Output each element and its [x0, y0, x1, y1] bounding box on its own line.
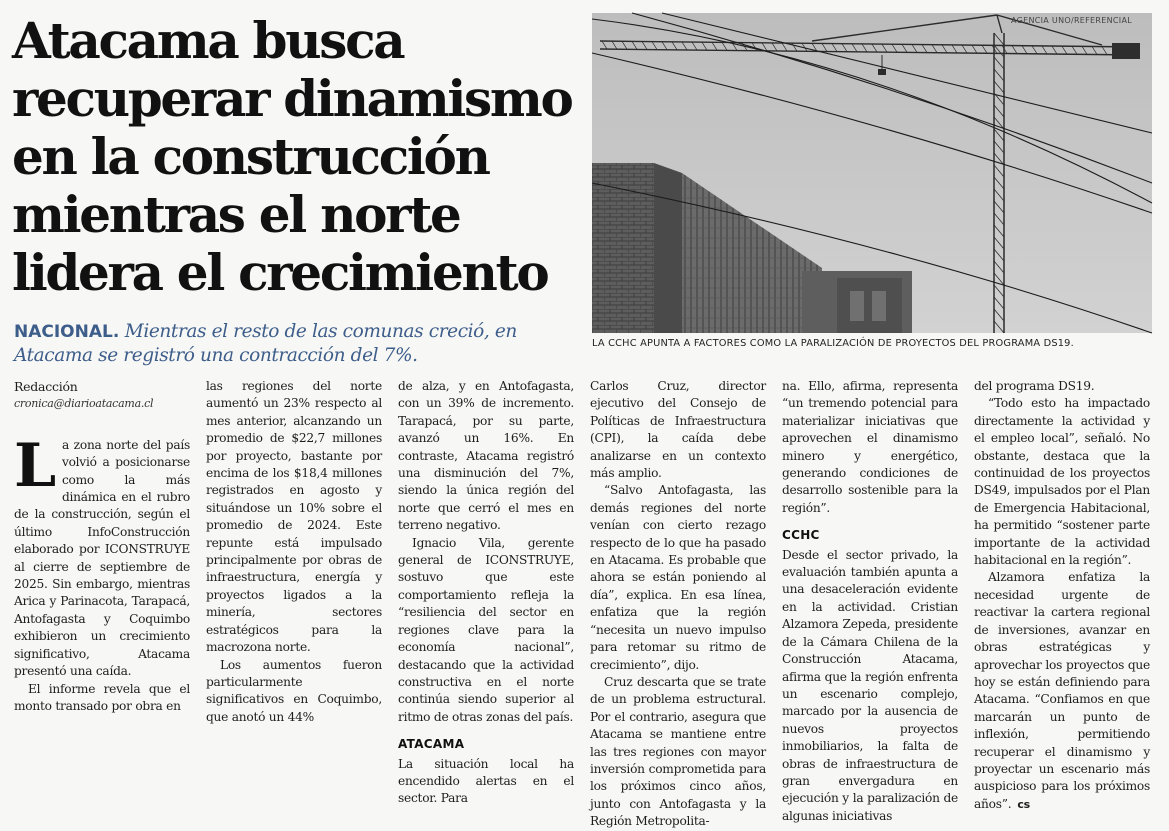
end-mark-icon: cs [1017, 797, 1030, 811]
headline-line: en la construcción [12, 127, 489, 186]
article-paragraph: del programa DS19. [974, 379, 1095, 393]
lead-text: Mientras el resto de las comunas creció, en Atacama se registró una contracción del 7%. [14, 321, 517, 366]
article-paragraph: Alzamora enfatiza la necesidad urgente de reactivar la cartera regional de inversiones, avanzar en obras estratégicas y aprovechar los proyectos que hoy se están definiendo para Atacama. “Confiamos en que marcarán un punto de inflexión, permitiendo recuperar el dinamismo y proyectar un escenario más auspicioso para los próximos años”. cs [974, 570, 1150, 811]
headline-line: mientras el norte [12, 185, 460, 244]
article-paragraph: las regiones del norte aumentó un 23% respecto al mes anterior, alcanzando un promedio de $22,7 millones por proyecto, bastante por encima de los $18,4 millones registrados en agosto y situándose un 10% sobre el promedio de 2024. Este repunte está impulsado principalmente por obras de infraestructura, energía y proyectos ligados a la minería, sectores estratégicos para la macrozona norte. [206, 379, 382, 655]
article-column-2 [206, 378, 382, 726]
article-column-3 [398, 378, 574, 808]
photo-credit: AGENCIA UNO/REFERENCIAL [1010, 16, 1132, 25]
article-paragraph: de alza, y en Antofagasta, con un 39% de incremento. Tarapacá, por su parte, avanzó un 16%. En contraste, Atacama registró una disminución del 7%, siendo la única región del norte que cerró el mes en terreno negativo. [398, 379, 574, 533]
photo-caption: LA CCHC APUNTA A FACTORES COMO LA PARALIZACIÓN DE PROYECTOS DEL PROGRAMA DS19. [592, 338, 1074, 349]
byline-email[interactable]: cronica@diarioatacama.cl [14, 397, 154, 411]
article-paragraph: Los aumentos fueron particularmente significativos en Coquimbo, que anotó un 44% [206, 657, 382, 724]
article-paragraph: La situación local ha encendido alertas en el sector. Para [398, 756, 574, 806]
article-paragraph: Desde el sector privado, la evaluación también apunta a una desaceleración evidente en la actividad. Cristian Alzamora Zepeda, presidente de la Cámara Chilena de la Construcción Atacama, afirma que la región enfrenta un escenario complejo, marcado por la ausencia de nuevos proyectos inmobiliarios, la falta de obras de infraestructura de gran envergadura en ejecución y la paralización de algunas iniciativas [782, 547, 958, 823]
article-column-5 [782, 378, 958, 825]
lead-paragraph [14, 320, 584, 368]
dropcap: L [14, 430, 56, 501]
headline [12, 12, 582, 302]
article-paragraph: El informe revela que el monto transado por obra en [14, 681, 190, 713]
article-photo [592, 13, 1152, 333]
article-paragraph: “Salvo Antofagasta, las demás regiones del norte venían con cierto rezago respecto de lo que ha pasado en Atacama. Es probable que ahora se están poniendo al día”, explica. En esa línea, enfatiza que la región “necesita un nuevo impulso para retomar su ritmo de crecimiento”, dijo. [590, 483, 766, 672]
subhead-cchc: CCHC [782, 528, 820, 543]
article-paragraph: na. Ello, afirma, representa “un tremendo potencial para materializar iniciativas que aprovechen el dinamismo minero y energético, generando condiciones de desarrollo sostenible para la región”. [782, 379, 958, 515]
article-paragraph: Cruz descarta que se trate de un problema estructural. Por el contrario, asegura que Atacama se mantiene entre las tres regiones con mayor inversión comprometida para los próximos cinco años, junto con Antofagasta y la Región Metropolita- [590, 674, 766, 829]
article-paragraph: “Todo esto ha impactado directamente la actividad y el empleo local”, señaló. No obstante, destaca que la continuidad de los proyectos DS49, impulsados por el Plan de Emergencia Habitacional, ha permitido “sostener parte importante de la actividad habitacional en la región”. [974, 396, 1150, 568]
article-column-6 [974, 378, 1150, 813]
article-paragraph: La zona norte del país volvió a posicionarse como la más dinámica en el rubro de la construcción, según el último InfoConstrucción elaborado por ICONSTRUYE al cierre de septiembre de 2025. Sin embargo, mientras Arica y Parinacota, Tarapacá, Antofagasta y Coquimbo exhibieron un crecimiento significativo, Atacama presentó una caída. [14, 430, 190, 679]
construction-crane-photo [592, 13, 1152, 333]
article-paragraph: Ignacio Vila, gerente general de ICONSTRUYE, sostuvo que este comportamiento refleja la “resiliencia del sector en regiones clave para la economía nacional”, destacando que la actividad constructiva en el norte continúa siendo superior al ritmo de otras zonas del país. [398, 535, 574, 724]
section-kicker: NACIONAL. [14, 322, 120, 342]
article-column-1 [14, 378, 190, 715]
article-column-4 [590, 378, 766, 831]
byline-author: Redacción [14, 379, 78, 394]
headline-line: Atacama busca [12, 11, 404, 70]
subhead-atacama: ATACAMA [398, 737, 465, 752]
article-paragraph: Carlos Cruz, director ejecutivo del Consejo de Políticas de Infraestructura (CPI), la caída debe analizarse en un contexto más amplio. [590, 379, 766, 481]
headline-line: recuperar dinamismo [12, 69, 572, 128]
headline-line: lidera el crecimiento [12, 243, 548, 302]
